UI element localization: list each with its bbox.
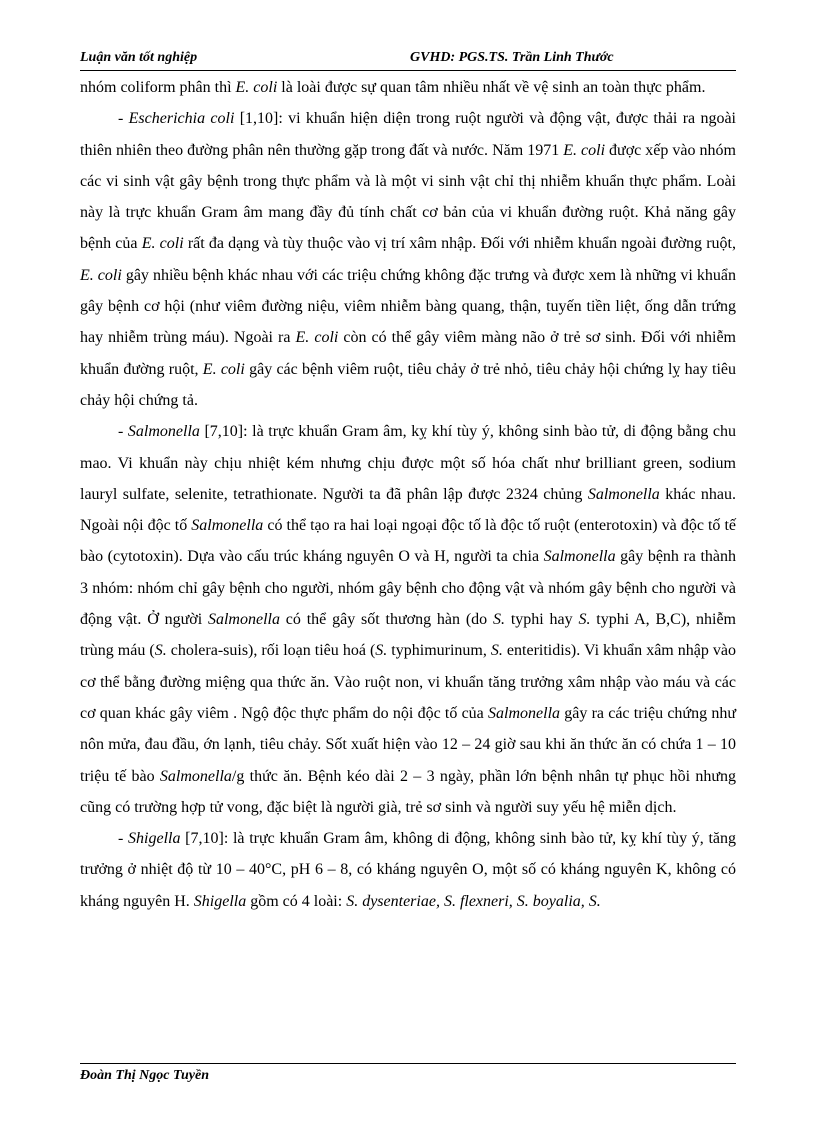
text-run: nhóm coliform phân thì: [80, 79, 236, 96]
text-run: [7,10]: là trực khuẩn Gram âm, không di động, không sinh bào tử, kỵ khí tùy ý, tăng trưởng ở nhiệt độ từ 10 – 40°C, pH 6 – 8, có kháng nguyên O, một số có kháng nguyên K, không có kháng nguyên H.: [80, 830, 737, 910]
text-run: -: [118, 830, 129, 848]
text-run: là loài được sự quan tâm nhiều nhất về vệ sinh an toàn thực phẩm.: [277, 79, 706, 96]
italic-term: Escherichia coli: [128, 110, 235, 128]
italic-term: Salmonella: [191, 517, 264, 535]
text-run: [1,10]: vi khuẩn hiện diện trong ruột người và động vật, được thải ra ngoài thiên nhiên theo đường phân nên thường gặp trong đất và nước. Năm 1971: [80, 110, 737, 159]
paragraph-coliform-continuation: [80, 72, 736, 103]
text-run: /g thức ăn. Bệnh kéo dài 2 – 3 ngày, phần lớn bệnh nhân tự phục hồi nhưng cũng có trường hợp tử vong, đặc biệt là người già, trẻ sơ sinh và người suy yếu hệ miễn dịch.: [80, 767, 737, 816]
text-run: còn có thể gây viêm màng não ở trẻ sơ sinh. Đối với nhiễm khuẩn đường ruột,: [80, 329, 737, 378]
text-run: gây nhiều bệnh khác nhau với các triệu chứng không đặc trưng và được xem là những vi khuẩn gây bệnh cơ hội (như viêm đường niệu, viêm nhiễm bàng quang, thận, tuyến tiền liệt, ống dẫn trứng hay nhiễm trùng máu). Ngoài ra: [80, 266, 737, 347]
italic-term: E. coli: [202, 360, 245, 378]
paragraph-shigella: [80, 823, 736, 917]
header-supervisor: GVHD: PGS.TS. Trần Linh Thước: [410, 50, 614, 65]
italic-term: S.: [490, 642, 503, 660]
text-run: enteritidis). Vi khuẩn xâm nhập vào cơ thể bằng đường miệng qua thức ăn. Vào ruột non, vi khuẩn tăng trưởng xâm nhập vào máu và các cơ quan khác gây viêm . Ngộ độc thực phẩm do nội độc tố của: [80, 642, 737, 722]
italic-term: S.: [578, 611, 591, 629]
page-header: [80, 50, 736, 70]
text-run: gây ra các triệu chứng như nôn mửa, đau đầu, ớn lạnh, tiêu chảy. Sốt xuất hiện vào 12 – 24 giờ sau khi ăn thức ăn có chứa 1 – 10 triệu tế bào: [80, 704, 736, 785]
italic-term: E. coli: [563, 141, 606, 159]
text-run: có thể gây sốt thương hàn (do: [279, 611, 493, 629]
italic-term: Salmonella: [543, 548, 616, 566]
footer-author: Đoàn Thị Ngọc Tuyền: [80, 1068, 209, 1083]
text-run: typhi hay: [505, 611, 579, 629]
text-run: -: [118, 110, 129, 128]
text-run: typhi A, B,C), nhiễm trùng máu (: [80, 611, 736, 660]
paragraph-escherichia-coli: [80, 103, 736, 416]
italic-term: Shigella: [128, 830, 181, 848]
text-run: gồm có 4 loài:: [246, 892, 347, 910]
italic-term: E. coli: [235, 79, 278, 96]
italic-term: E. coli: [80, 266, 122, 284]
text-run: -: [118, 423, 128, 441]
italic-term: S. dysenteriae, S. flexneri, S. boyalia, S.: [346, 892, 601, 910]
italic-term: Salmonella: [488, 704, 561, 722]
footer-rule: [80, 1063, 736, 1064]
text-run: typhimurinum,: [387, 642, 491, 660]
document-body: [80, 72, 736, 917]
header-thesis-title: Luận văn tốt nghiệp: [80, 50, 198, 65]
italic-term: Shigella: [193, 892, 247, 910]
paragraph-salmonella: [80, 416, 736, 823]
italic-term: S.: [154, 642, 167, 660]
italic-term: Salmonella: [127, 423, 200, 441]
italic-term: E. coli: [295, 329, 339, 347]
italic-term: Salmonella: [159, 767, 232, 785]
header-rule: [80, 70, 736, 71]
italic-term: Salmonella: [587, 485, 660, 503]
text-run: được xếp vào nhóm các vi sinh vật gây bệnh trong thực phẩm và là một vi sinh vật chỉ thị nhiễm khuẩn thực phẩm. Loài này là trực khuẩn Gram âm mang đầy đủ tính chất cơ bản của vi khuẩn đường ruột. Khả năng gây bệnh của: [80, 141, 737, 253]
text-run: có thể tạo ra hai loại ngoại độc tố là độc tố ruột (enterotoxin) và độc tố tế bào (cytotoxin). Dựa vào cấu trúc kháng nguyên O và H, người ta chia: [80, 517, 737, 566]
text-run: cholera-suis), rối loạn tiêu hoá (: [166, 642, 376, 660]
text-run: khác nhau. Ngoài nội độc tố: [80, 485, 736, 535]
italic-term: E. coli: [141, 235, 184, 253]
italic-term: S.: [493, 611, 505, 629]
text-run: gây bệnh ra thành 3 nhóm: nhóm chỉ gây bệnh cho người, nhóm gây bệnh cho động vật và nhóm gây bệnh cho người và động vật. Ở người: [80, 548, 736, 629]
text-run: gây các bệnh viêm ruột, tiêu chảy ở trẻ nhỏ, tiêu chảy hội chứng lỵ hay tiêu chảy hội chứng tả.: [80, 360, 737, 409]
text-run: [7,10]: là trực khuẩn Gram âm, kỵ khí tùy ý, không sinh bào tử, di động bằng chu mao. Vi khuẩn này chịu nhiệt kém nhưng chịu được một số hóa chất như brilliant green, sodium lauryl sulfate, selenite, tetrathionate. Người ta đã phân lập được 2324 chủng: [80, 423, 737, 503]
italic-term: S.: [375, 642, 388, 660]
text-run: rất đa dạng và tùy thuộc vào vị trí xâm nhập. Đối với nhiễm khuẩn ngoài đường ruột,: [183, 235, 737, 253]
italic-term: Salmonella: [207, 611, 280, 629]
